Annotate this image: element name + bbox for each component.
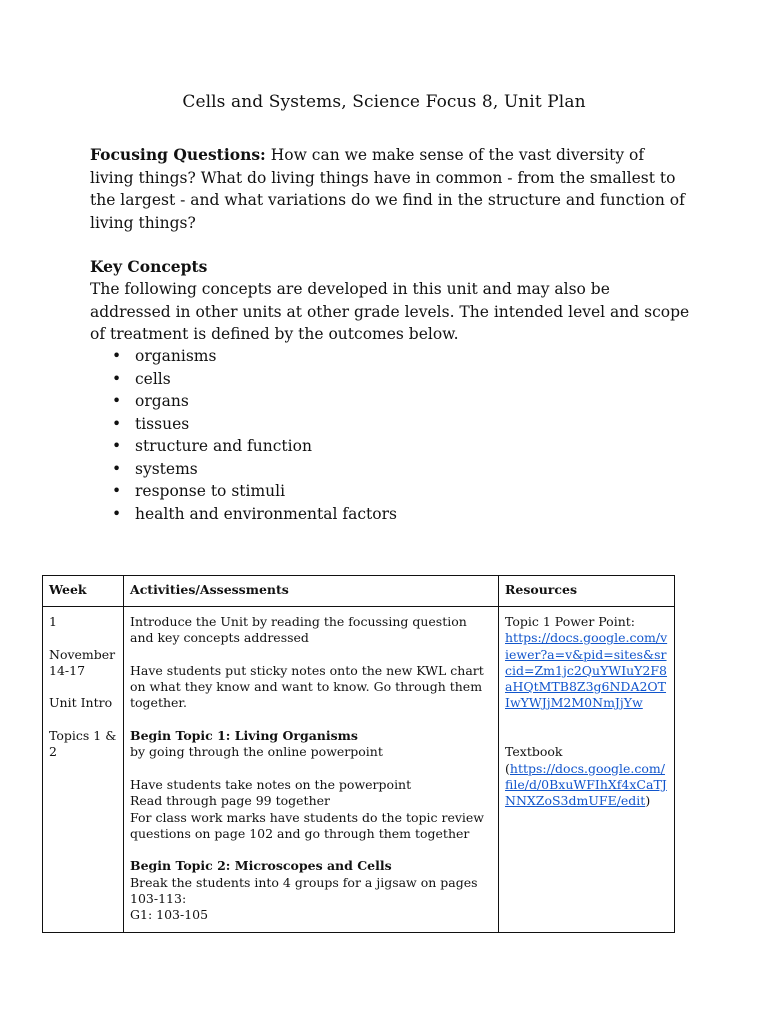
activity-notes: Have students take notes on the powerpoint	[130, 776, 412, 792]
bullet-icon: •	[112, 459, 122, 478]
focusing-questions-text: How can we make sense of the vast diversity of living things? What do living things have in common - from the smallest to the largest - and what variations do we find in the structure and function of living things?	[90, 146, 685, 232]
topic2-heading: Begin Topic 2: Microscopes and Cells	[130, 858, 392, 874]
key-concepts-list	[90, 345, 397, 525]
document-title: Cells and Systems, Science Focus 8, Unit Plan	[182, 92, 586, 112]
list-item: • response to stimuli	[90, 480, 397, 503]
activity-intro: Introduce the Unit by reading the focussing question and key concepts addressed	[130, 614, 467, 646]
powerpoint-label: Topic 1 Power Point:	[505, 614, 635, 629]
key-concepts-heading: Key Concepts	[90, 257, 208, 276]
unit-plan-table	[42, 575, 675, 933]
bullet-icon: •	[112, 392, 122, 410]
textbook-label: Textbook	[505, 744, 563, 760]
week-topics: Topics 1 & 2	[49, 728, 117, 760]
header-resources: Resources	[499, 576, 675, 607]
activity-kwl: Have students put sticky notes onto the new KWL chart on what they know and want to know. Go through them together.	[130, 662, 484, 711]
focusing-questions-label: Focusing Questions:	[90, 145, 266, 164]
list-item: • tissues	[90, 413, 397, 436]
activities-cell	[124, 607, 499, 933]
bullet-icon: •	[112, 437, 122, 455]
header-week: Week	[43, 576, 124, 607]
list-item: • systems	[90, 458, 397, 481]
list-item: • organs	[90, 390, 397, 413]
resources-cell: Topic 1 Power Point: https://docs.google.com/viewer?a=v&pid=sites&srcid=Zm1jc2QuYWIuY2F8aHQtMTB8Z3g6NDA2OTIwYWJjM2M0NmJjYw Textbook (https://docs.google.com/file/d/0BxuWFIhXf4xCaTJNNXZoS3dmUFE/edit)	[499, 607, 675, 933]
powerpoint-link[interactable]: https://docs.google.com/viewer?a=v&pid=sites&srcid=Zm1jc2QuYWIuY2F8aHQtMTB8Z3g6NDA2OTIwYWJjM2M0NmJjYw	[505, 630, 668, 711]
header-activities: Activities/Assessments	[124, 576, 499, 607]
focusing-questions	[90, 144, 690, 234]
list-item: • structure and function	[90, 435, 397, 458]
topic1-text: by going through the online powerpoint	[130, 744, 383, 760]
topic1-heading: Begin Topic 1: Living Organisms	[130, 728, 358, 744]
bullet-icon: •	[112, 347, 122, 365]
activity-g1: G1: 103-105	[130, 907, 209, 923]
week-cell	[43, 607, 124, 933]
bullet-icon: •	[112, 504, 122, 523]
table-header-row	[43, 576, 675, 607]
bullet-icon: •	[112, 369, 122, 388]
key-concepts-text: The following concepts are developed in this unit and may also be addressed in other units at other grade levels. The intended level and scope of treatment is defined by the outcomes below.	[90, 280, 690, 343]
table-row	[43, 607, 675, 933]
bullet-icon: •	[112, 414, 122, 433]
week-number: 1	[49, 614, 57, 629]
list-item: • organisms	[90, 345, 397, 368]
list-item: • cells	[90, 368, 397, 391]
list-item: • health and environmental factors	[90, 503, 397, 526]
week-dates: November 14-17	[49, 646, 116, 678]
week-unit: Unit Intro	[49, 695, 113, 711]
textbook-link[interactable]: https://docs.google.com/file/d/0BxuWFIhXf4xCaTJNNXZoS3dmUFE/edit	[505, 760, 667, 809]
activity-read: Read through page 99 together	[130, 793, 330, 809]
activity-classwork: For class work marks have students do the topic review questions on page 102 and go through them together	[130, 809, 484, 841]
bullet-icon: •	[112, 482, 122, 500]
activity-jigsaw: Break the students into 4 groups for a jigsaw on pages 103-113:	[130, 874, 478, 907]
